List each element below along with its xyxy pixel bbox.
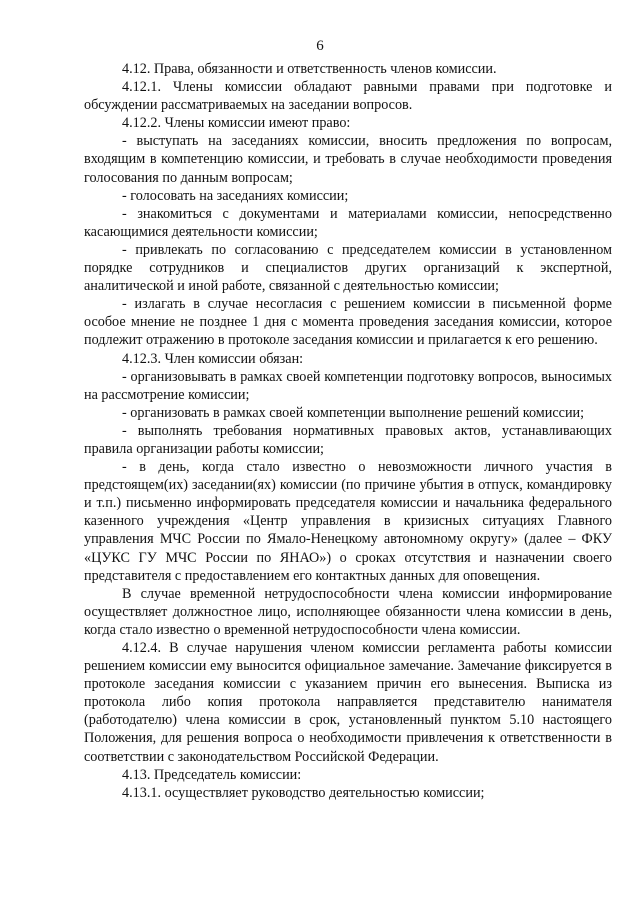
- right-item-vote: - голосовать на заседаниях комиссии;: [122, 187, 349, 204]
- right-item-dissent: - излагать в случае несогласия с решением комиссии в письменной форме особое мнение не позднее 1 дня с момента проведения заседания комиссии, которое подлежит отражению в протоколе заседания комиссии и прилагается к его решению.: [84, 296, 612, 349]
- document-body: [84, 60, 612, 802]
- page-number: 6: [316, 38, 324, 54]
- temporary-disability-paragraph: В случае временной нетрудоспособности члена комиссии информирование осуществляет должностное лицо, исполняющее обязанности члена комиссии в день, когда стало известно о временной нетрудоспособности члена комиссии.: [84, 585, 612, 638]
- right-item-involve-specialists: - привлекать по согласованию с председателем комиссии в установленном порядке сотрудников и специалистов других организаций к экспертной, аналитической и иной работе, связанной с деятельностью комиссии;: [84, 241, 612, 295]
- duty-item-notify-absence: - в день, когда стало известно о невозможности личного участия в предстоящем(их) заседании(ях) комиссии (по причине убытия в отпуск, командировку и т.п.) письменно информировать председателя комиссии и начальника федерального казенного учреждения «Центр управления в кризисных ситуациях Главного управления МЧС России по Ямало-Ненецкому автономному округу» (далее – ФКУ «ЦУКС ГУ МЧС России по ЯНАО») о сроках отсутствия и назначении своего представителя с предоставлением его контактных данных для оповещения.: [84, 459, 612, 584]
- duty-item-prepare: - организовывать в рамках своей компетенции подготовку вопросов, выносимых на рассмотрение комиссии;: [84, 368, 612, 403]
- clause-4-12-2: 4.12.2. Члены комиссии имеют право:: [122, 115, 351, 132]
- right-item-documents: - знакомиться с документами и материалами комиссии, непосредственно касающимися деятельности комиссии;: [84, 205, 612, 240]
- clause-4-12-3: 4.12.3. Член комиссии обязан:: [122, 350, 304, 367]
- duty-item-execute: - организовать в рамках своей компетенции выполнение решений комиссии;: [122, 404, 585, 421]
- section-4-13-heading: 4.13. Председатель комиссии:: [122, 766, 302, 783]
- clause-4-13-1: 4.13.1. осуществляет руководство деятельностью комиссии;: [122, 784, 485, 801]
- duty-item-comply: - выполнять требования нормативных правовых актов, устанавливающих правила организации работы комиссии;: [84, 422, 612, 457]
- clause-4-12-4: 4.12.4. В случае нарушения членом комиссии регламента работы комиссии решением комиссии ему выносится официальное замечание. Замечание фиксируется в протоколе заседания комиссии с указанием причин его вынесения. Выписка из протокола либо копия протокола направляется представителю нанимателя (работодателю) члена комиссии в срок, установленный пунктом 5.10 настоящего Положения, для решения вопроса о необходимости привлечения к ответственности в соответствии с законодательством Российской Федерации.: [84, 640, 612, 765]
- clause-4-12-1: 4.12.1. Члены комиссии обладают равными правами при подготовке и обсуждении рассматриваемых на заседании вопросов.: [84, 79, 612, 114]
- section-4-12-heading: 4.12. Права, обязанности и ответственность членов комиссии.: [122, 61, 497, 77]
- right-item-speak: - выступать на заседаниях комиссии, вносить предложения по вопросам, входящим в компетенцию комиссии, и требовать в случае необходимости проведения голосования по данным вопросам;: [84, 133, 612, 186]
